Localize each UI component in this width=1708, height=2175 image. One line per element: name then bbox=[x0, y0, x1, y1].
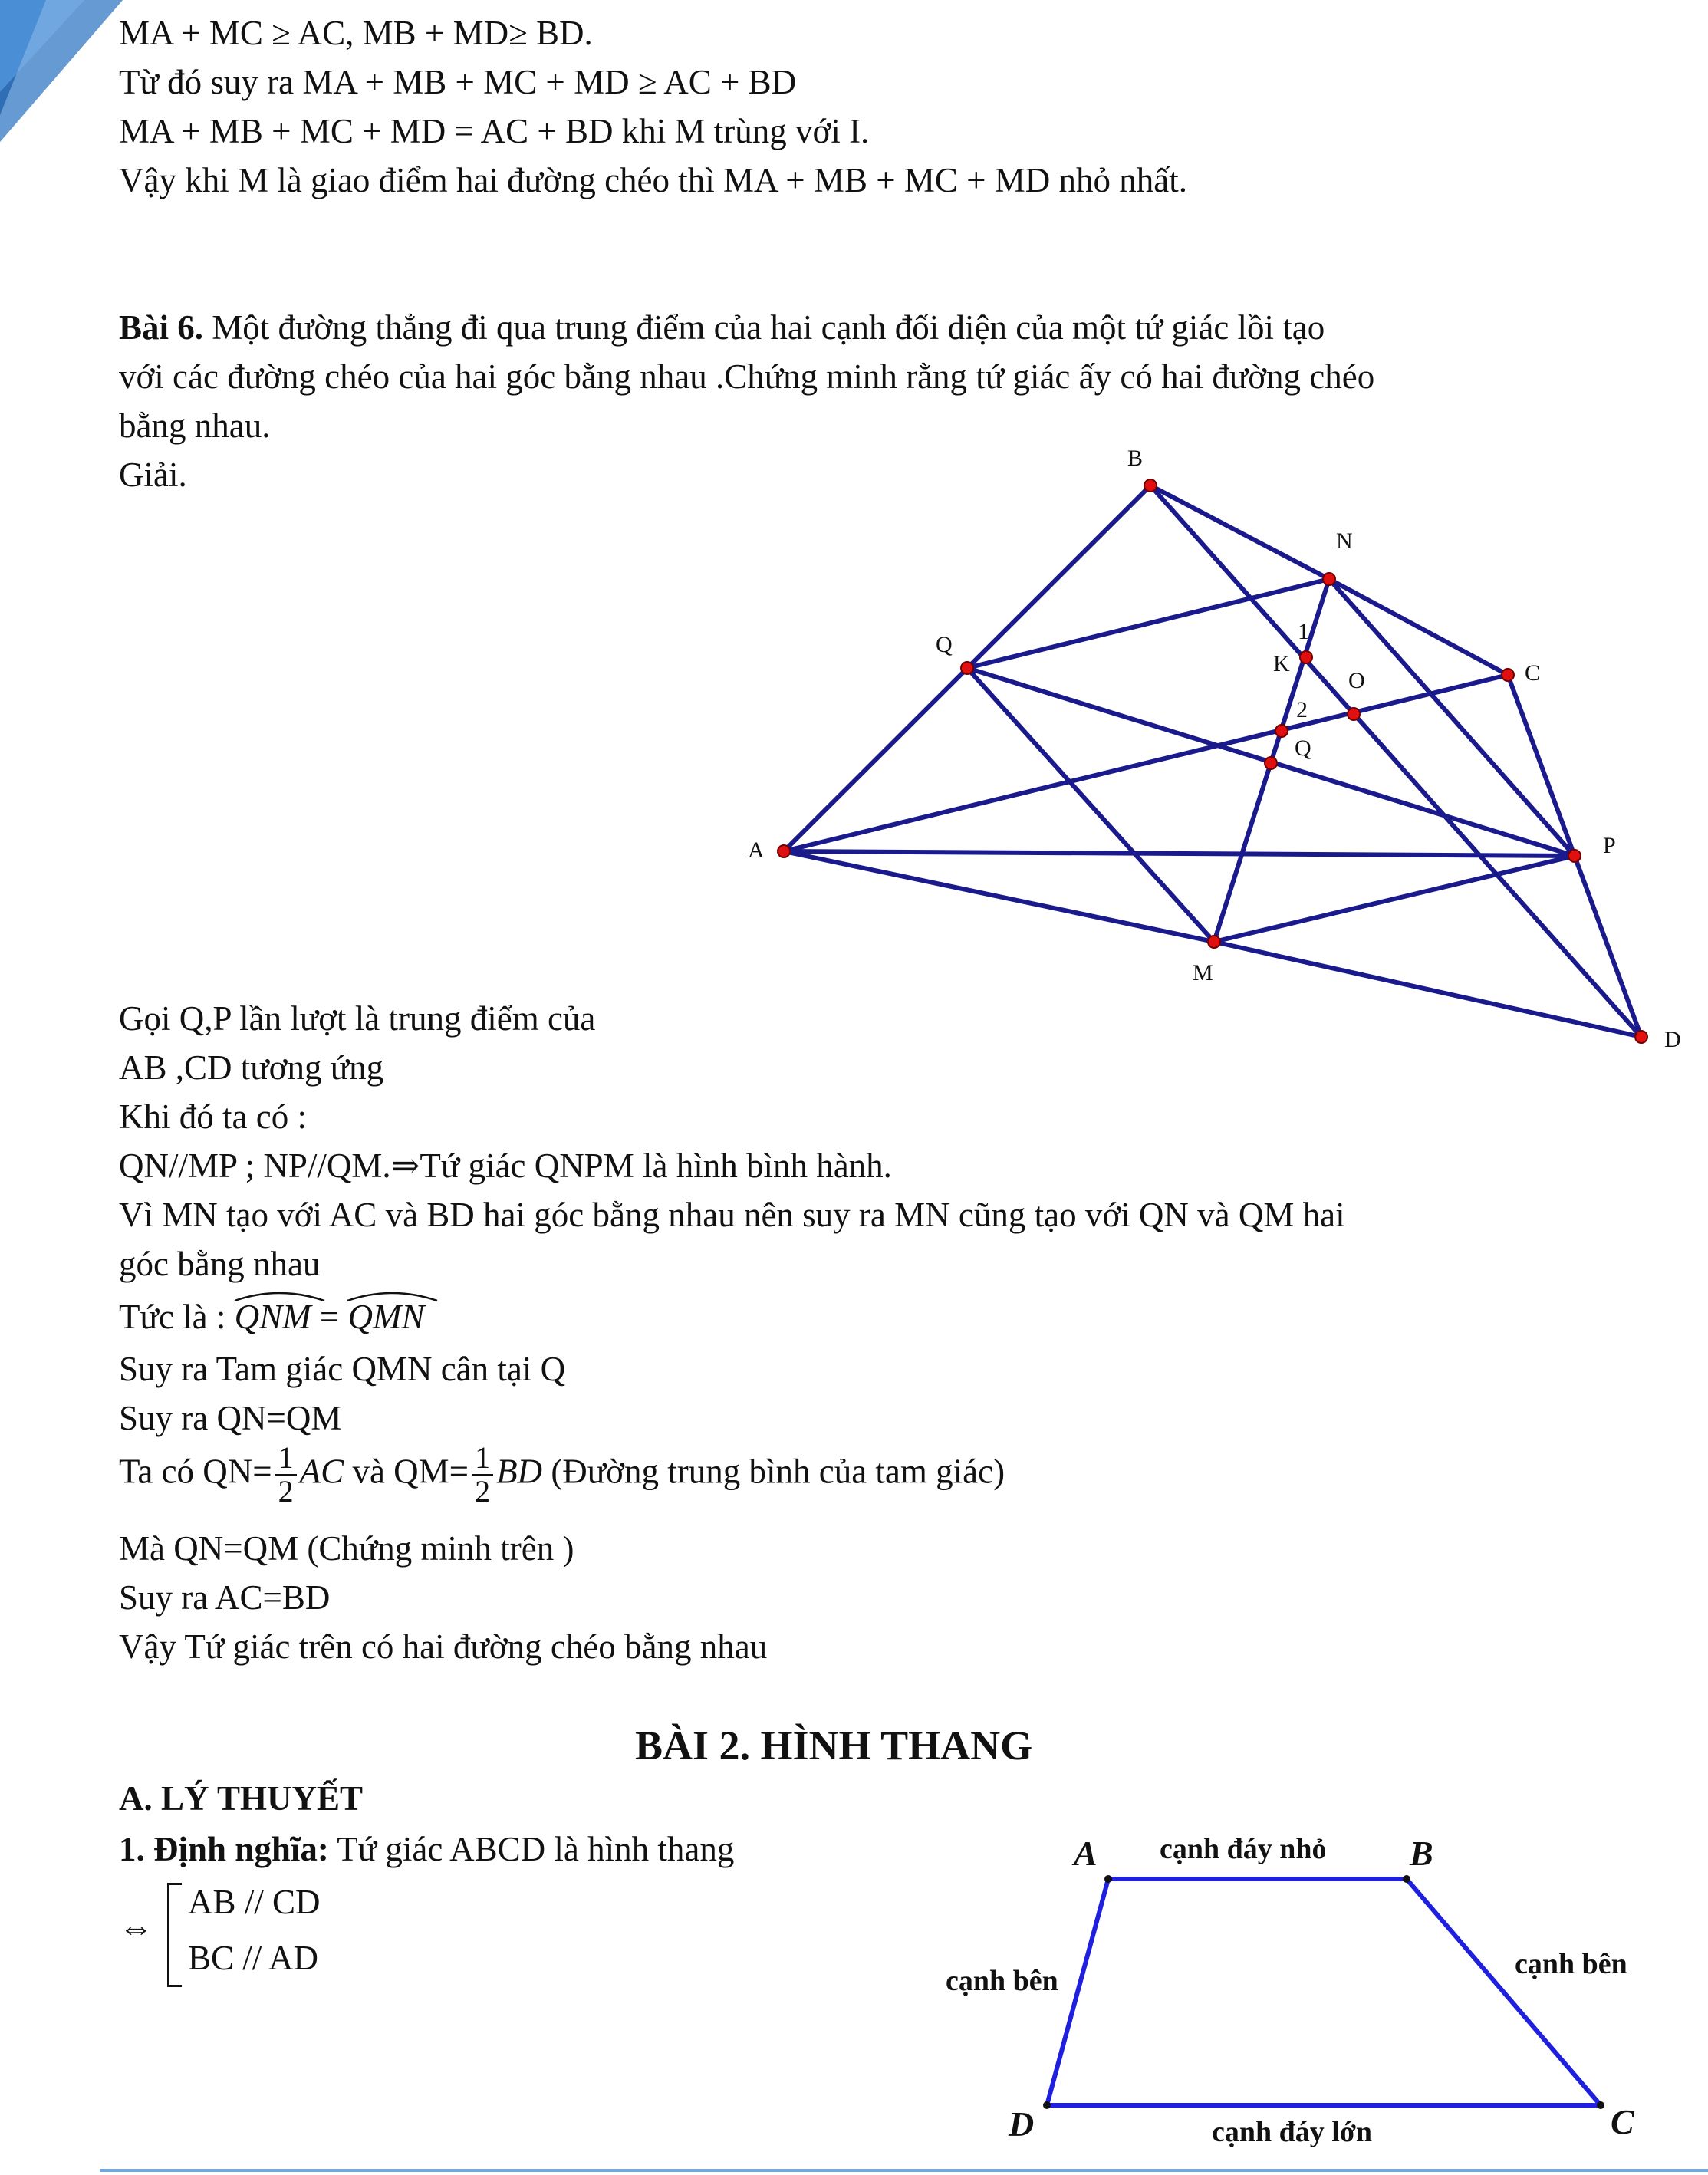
problem-line-2: với các đường chéo của hai góc bằng nhau .Chứng minh rằng tứ giác ấy có hai đường chéo bbox=[119, 357, 1375, 396]
point-C bbox=[1502, 669, 1514, 681]
label-C: C bbox=[1525, 660, 1541, 686]
fraction-2: $\frac{1}{2}$ bbox=[472, 1442, 493, 1508]
condition-2: BC // AD bbox=[188, 1939, 319, 1977]
angle-eq: = bbox=[311, 1298, 348, 1336]
theory-heading: A. LÝ THUYẾT bbox=[119, 1779, 363, 1818]
segment-AM bbox=[784, 851, 1214, 942]
label-O: O bbox=[1348, 668, 1365, 693]
footer-rule bbox=[100, 2169, 1708, 2172]
label-trap-B: B bbox=[1410, 1834, 1433, 1873]
proof-line-1: Gọi Q,P lần lượt là trung điểm của bbox=[119, 999, 596, 1038]
label-left-leg: cạnh bên bbox=[946, 1965, 1058, 1997]
point-M bbox=[1208, 936, 1220, 948]
fraction-1: $\frac{1}{2}$ bbox=[275, 1442, 297, 1508]
quadrilateral-figure bbox=[736, 437, 1687, 1066]
proof-line-2: AB ,CD tương ứng bbox=[119, 1048, 384, 1087]
point-N bbox=[1323, 573, 1335, 585]
point-A bbox=[778, 845, 790, 857]
angle-QMN: QMN bbox=[347, 1298, 424, 1338]
condition-1: AB // CD bbox=[188, 1883, 321, 1921]
label-Q-mid: Q bbox=[1295, 735, 1311, 761]
angle-prefix: Tức là : bbox=[119, 1298, 235, 1336]
trapezoid-shape bbox=[1047, 1879, 1601, 2105]
point-O bbox=[1348, 708, 1360, 720]
point-K bbox=[1300, 651, 1312, 663]
problem-line-1 bbox=[119, 308, 1325, 348]
angle-equality-line bbox=[119, 1298, 424, 1338]
label-M: M bbox=[1193, 960, 1213, 985]
trapezoid-figure bbox=[936, 1825, 1657, 2163]
label-trap-C: C bbox=[1611, 2102, 1634, 2141]
intro-line-1: MA + MC ≥ AC, MB + MD≥ BD. bbox=[119, 14, 593, 52]
label-P: P bbox=[1603, 833, 1616, 858]
proof3-line-2: Suy ra AC=BD bbox=[119, 1578, 331, 1617]
intro-line-4: Vậy khi M là giao điểm hai đường chéo thì MA + MB + MC + MD nhỏ nhất. bbox=[119, 161, 1187, 199]
segment-NC bbox=[1329, 579, 1508, 675]
problem-text-1: Một đường thẳng đi qua trung điểm của hai cạnh đối diện của một tứ giác lồi tạo bbox=[203, 308, 1325, 347]
point-P bbox=[1568, 850, 1581, 862]
proof2-line-1: Suy ra Tam giác QMN cân tại Q bbox=[119, 1350, 566, 1388]
label-two: 2 bbox=[1296, 697, 1308, 722]
fraction-prefix: Ta có QN= bbox=[119, 1452, 272, 1491]
segment-NP bbox=[1329, 579, 1575, 856]
vertex-A bbox=[1104, 1875, 1112, 1883]
segment-BD bbox=[1150, 485, 1641, 1037]
proof2-line-2: Suy ra QN=QM bbox=[119, 1399, 342, 1437]
vertex-B bbox=[1403, 1875, 1410, 1883]
definition-label: 1. Định nghĩa: bbox=[119, 1830, 329, 1868]
problem-label: Bài 6. bbox=[119, 308, 204, 347]
label-Q-top: Q bbox=[936, 632, 953, 657]
section-title: BÀI 2. HÌNH THANG bbox=[635, 1723, 1033, 1769]
proof-line-4: QN//MP ; NP//QM.⇒Tứ giác QNPM là hình bình hành. bbox=[119, 1147, 892, 1185]
definition-text: Tứ giác ABCD là hình thang bbox=[328, 1830, 735, 1868]
proof3-line-3: Vậy Tứ giác trên có hai đường chéo bằng nhau bbox=[119, 1627, 768, 1666]
point-D bbox=[1635, 1031, 1647, 1043]
var-BD: BD bbox=[496, 1452, 543, 1491]
segment-BN bbox=[1150, 485, 1329, 579]
point-Q-top bbox=[961, 662, 973, 674]
point-Q-mid bbox=[1265, 757, 1277, 769]
point-2 bbox=[1275, 725, 1288, 737]
segment-MD bbox=[1214, 942, 1641, 1037]
intro-line-3: MA + MB + MC + MD = AC + BD khi M trùng với I. bbox=[119, 112, 870, 150]
label-trap-A: A bbox=[1074, 1834, 1098, 1873]
system-bracket bbox=[167, 1883, 182, 1987]
proof-line-6: góc bằng nhau bbox=[119, 1245, 321, 1283]
label-trap-D: D bbox=[1009, 2104, 1035, 2144]
point-B bbox=[1144, 479, 1157, 492]
iff-symbol: ⇔ bbox=[119, 1908, 153, 1946]
fraction-suffix: (Đường trung bình của tam giác) bbox=[542, 1452, 1005, 1491]
problem-line-3: bằng nhau. bbox=[119, 406, 271, 445]
segment-AP bbox=[784, 851, 1575, 856]
proof3-line-1: Mà QN=QM (Chứng minh trên ) bbox=[119, 1529, 574, 1568]
label-one: 1 bbox=[1298, 619, 1309, 644]
label-D: D bbox=[1664, 1027, 1681, 1052]
proof-line-3: Khi đó ta có : bbox=[119, 1097, 307, 1136]
label-K: K bbox=[1273, 651, 1290, 676]
label-bottom-base: cạnh đáy lớn bbox=[1212, 2116, 1372, 2148]
vertex-D bbox=[1043, 2101, 1051, 2109]
label-right-leg: cạnh bên bbox=[1515, 1948, 1627, 1980]
label-A: A bbox=[748, 837, 765, 863]
fraction-line bbox=[119, 1442, 1005, 1508]
label-B: B bbox=[1127, 446, 1144, 471]
segment-QM bbox=[967, 668, 1214, 942]
solution-label: Giải. bbox=[119, 456, 187, 494]
definition-line bbox=[119, 1830, 734, 1870]
angle-QNM: QNM bbox=[235, 1298, 311, 1338]
proof-line-5: Vì MN tạo với AC và BD hai góc bằng nhau nên suy ra MN cũng tạo với QN và QM hai bbox=[119, 1196, 1345, 1234]
var-AC: AC bbox=[299, 1452, 344, 1491]
vertex-C bbox=[1597, 2101, 1604, 2109]
label-N: N bbox=[1336, 528, 1353, 554]
label-top-base: cạnh đáy nhỏ bbox=[1160, 1833, 1327, 1865]
intro-line-2: Từ đó suy ra MA + MB + MC + MD ≥ AC + BD bbox=[119, 63, 797, 101]
fraction-mid: và QM= bbox=[344, 1452, 469, 1491]
